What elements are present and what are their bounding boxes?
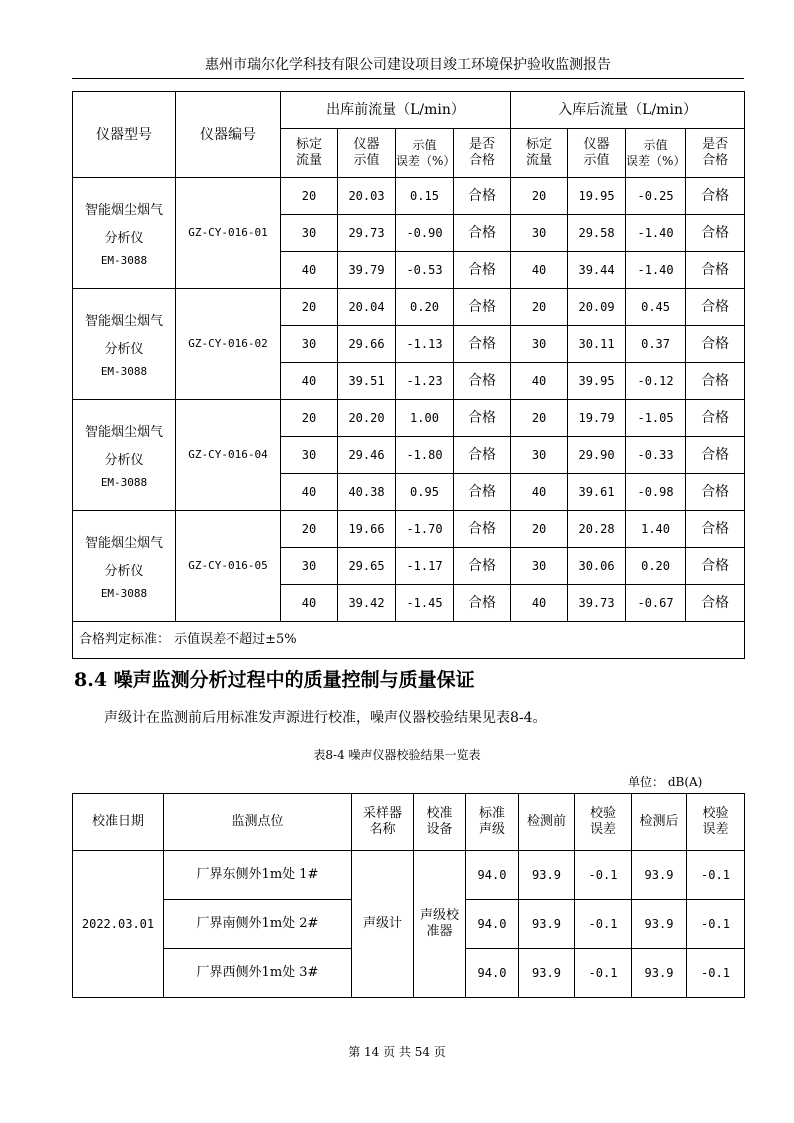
table-cell: -0.98 bbox=[626, 474, 686, 511]
table-cell: 合格 bbox=[686, 585, 745, 622]
table-cell: 20.03 bbox=[338, 178, 396, 215]
table-cell: 40 bbox=[511, 585, 568, 622]
table-row bbox=[73, 400, 745, 437]
table-cell: -0.1 bbox=[575, 900, 632, 949]
instrument-code-cell: GZ-CY-016-01 bbox=[176, 178, 281, 289]
table-cell: 93.9 bbox=[519, 851, 575, 900]
header-cell: 标准 声级 bbox=[466, 794, 519, 851]
table-cell: -0.25 bbox=[626, 178, 686, 215]
table-cell: 30 bbox=[511, 548, 568, 585]
point-cell: 厂界东侧外1m处 1# bbox=[164, 851, 352, 900]
subheader-cell: 标定 流量 bbox=[511, 129, 568, 178]
table-cell: 39.79 bbox=[338, 252, 396, 289]
table-cell: 30 bbox=[281, 326, 338, 363]
table-cell: 40 bbox=[511, 252, 568, 289]
table-cell: 29.65 bbox=[338, 548, 396, 585]
table-cell: 93.9 bbox=[519, 949, 575, 998]
table-cell: 29.73 bbox=[338, 215, 396, 252]
table-cell: -0.1 bbox=[575, 949, 632, 998]
subheader-cell: 示值 误差（%） bbox=[396, 129, 454, 178]
header-cell: 校准日期 bbox=[73, 794, 164, 851]
table-cell: -1.70 bbox=[396, 511, 454, 548]
instrument-model-cell: 智能烟尘烟气 分析仪 EM-3088 bbox=[73, 400, 176, 511]
table-cell: 合格 bbox=[454, 511, 511, 548]
sampler-cell: 声级计 bbox=[352, 851, 414, 998]
table-cell: 合格 bbox=[686, 363, 745, 400]
table-cell: 40 bbox=[511, 474, 568, 511]
table-cell: 合格 bbox=[686, 400, 745, 437]
section-paragraph: 声级计在监测前后用标准发声源进行校准，噪声仪器校验结果见表8-4。 bbox=[104, 710, 547, 726]
table-cell: 1.00 bbox=[396, 400, 454, 437]
table-cell: 合格 bbox=[454, 585, 511, 622]
table-cell: 20 bbox=[511, 178, 568, 215]
table-cell: 20.04 bbox=[338, 289, 396, 326]
noise-calibration-table bbox=[72, 793, 745, 998]
section-title: 8.4 噪声监测分析过程中的质量控制与质量保证 bbox=[74, 669, 475, 691]
header-cell: 出库前流量（L/min） bbox=[281, 92, 511, 129]
table-cell: 合格 bbox=[686, 437, 745, 474]
table-cell: 合格 bbox=[454, 252, 511, 289]
subheader-cell: 是否 合格 bbox=[686, 129, 745, 178]
subheader-cell: 示值 误差（%） bbox=[626, 129, 686, 178]
header-rule bbox=[72, 78, 744, 79]
table-cell: 合格 bbox=[686, 252, 745, 289]
table-cell: 合格 bbox=[454, 289, 511, 326]
table-cell: 合格 bbox=[454, 437, 511, 474]
table-cell: 20 bbox=[281, 289, 338, 326]
table-cell: 19.95 bbox=[568, 178, 626, 215]
table-cell: 40.38 bbox=[338, 474, 396, 511]
table-cell: 0.20 bbox=[396, 289, 454, 326]
table-cell: 合格 bbox=[454, 326, 511, 363]
header-cell: 采样器 名称 bbox=[352, 794, 414, 851]
table-cell: 30 bbox=[511, 326, 568, 363]
instrument-model-cell: 智能烟尘烟气 分析仪 EM-3088 bbox=[73, 289, 176, 400]
date-cell: 2022.03.01 bbox=[73, 851, 164, 998]
header-cell: 检测后 bbox=[632, 794, 687, 851]
table-cell: 1.40 bbox=[626, 511, 686, 548]
table-cell: 19.66 bbox=[338, 511, 396, 548]
table-cell: 合格 bbox=[686, 511, 745, 548]
subheader-cell: 仪器 示值 bbox=[338, 129, 396, 178]
table-cell: 39.51 bbox=[338, 363, 396, 400]
table-cell: 29.58 bbox=[568, 215, 626, 252]
point-cell: 厂界西侧外1m处 3# bbox=[164, 949, 352, 998]
table-cell: -1.40 bbox=[626, 215, 686, 252]
table-cell: 合格 bbox=[686, 548, 745, 585]
table-cell: 0.95 bbox=[396, 474, 454, 511]
table-cell: -1.05 bbox=[626, 400, 686, 437]
subheader-cell: 标定 流量 bbox=[281, 129, 338, 178]
header-cell: 校验 误差 bbox=[687, 794, 745, 851]
table-cell: 30.11 bbox=[568, 326, 626, 363]
page-footer: 第 14 页 共 54 页 bbox=[348, 1045, 446, 1059]
table-cell: -1.17 bbox=[396, 548, 454, 585]
instrument-code-cell: GZ-CY-016-04 bbox=[176, 400, 281, 511]
table-cell: 合格 bbox=[686, 215, 745, 252]
table-cell: 93.9 bbox=[632, 900, 687, 949]
table-cell: 0.20 bbox=[626, 548, 686, 585]
table-cell: -1.13 bbox=[396, 326, 454, 363]
table-cell: 合格 bbox=[686, 474, 745, 511]
criterion-cell: 合格判定标准： 示值误差不超过±5% bbox=[73, 622, 745, 659]
table-cell: 合格 bbox=[454, 474, 511, 511]
table-cell: 20.28 bbox=[568, 511, 626, 548]
header-cell: 仪器型号 bbox=[73, 92, 176, 178]
table-cell: 39.95 bbox=[568, 363, 626, 400]
flow-calibration-table bbox=[72, 91, 745, 659]
table-cell: 39.61 bbox=[568, 474, 626, 511]
table-cell: 合格 bbox=[454, 215, 511, 252]
table-cell: 20 bbox=[281, 400, 338, 437]
table-cell: 0.45 bbox=[626, 289, 686, 326]
table-cell: 30 bbox=[511, 437, 568, 474]
table-cell: -0.1 bbox=[687, 900, 745, 949]
header-cell: 校准 设备 bbox=[414, 794, 466, 851]
table-cell: 合格 bbox=[454, 400, 511, 437]
table-row bbox=[73, 851, 745, 900]
table-cell: 20.20 bbox=[338, 400, 396, 437]
table-cell: 30 bbox=[281, 437, 338, 474]
header-cell: 校验 误差 bbox=[575, 794, 632, 851]
table-cell: 39.73 bbox=[568, 585, 626, 622]
table-cell: 20 bbox=[511, 400, 568, 437]
table-cell: 20 bbox=[281, 511, 338, 548]
table-cell: 合格 bbox=[454, 548, 511, 585]
table-cell: 20 bbox=[511, 289, 568, 326]
table-cell: -1.40 bbox=[626, 252, 686, 289]
report-header: 惠州市瑞尔化学科技有限公司建设项目竣工环境保护验收监测报告 bbox=[205, 57, 611, 73]
table-cell: 合格 bbox=[686, 326, 745, 363]
table-cell: 30 bbox=[511, 215, 568, 252]
device-cell: 声级校 准器 bbox=[414, 851, 466, 998]
table-cell: -1.80 bbox=[396, 437, 454, 474]
table-cell: -0.1 bbox=[687, 949, 745, 998]
table-cell: 40 bbox=[281, 474, 338, 511]
subheader-cell: 是否 合格 bbox=[454, 129, 511, 178]
header-cell: 监测点位 bbox=[164, 794, 352, 851]
point-cell: 厂界南侧外1m处 2# bbox=[164, 900, 352, 949]
table-cell: -0.1 bbox=[687, 851, 745, 900]
table-cell: 93.9 bbox=[632, 851, 687, 900]
table-cell: 29.66 bbox=[338, 326, 396, 363]
table-caption: 表8-4 噪声仪器校验结果一览表 bbox=[313, 748, 481, 762]
table-cell: 20 bbox=[511, 511, 568, 548]
table-cell: 39.42 bbox=[338, 585, 396, 622]
table-cell: 合格 bbox=[454, 178, 511, 215]
table-row bbox=[73, 289, 745, 326]
header-cell: 入库后流量（L/min） bbox=[511, 92, 745, 129]
table-cell: 93.9 bbox=[519, 900, 575, 949]
table-cell: 94.0 bbox=[466, 949, 519, 998]
subheader-cell: 仪器 示值 bbox=[568, 129, 626, 178]
table-cell: 30 bbox=[281, 548, 338, 585]
table-cell: -0.53 bbox=[396, 252, 454, 289]
table-cell: -0.67 bbox=[626, 585, 686, 622]
unit-label: 单位： dB(A) bbox=[628, 775, 703, 789]
instrument-model-cell: 智能烟尘烟气 分析仪 EM-3088 bbox=[73, 511, 176, 622]
instrument-code-cell: GZ-CY-016-02 bbox=[176, 289, 281, 400]
table-row bbox=[73, 511, 745, 548]
table-cell: 40 bbox=[281, 252, 338, 289]
table-cell: 0.37 bbox=[626, 326, 686, 363]
table-cell: 29.46 bbox=[338, 437, 396, 474]
header-cell: 检测前 bbox=[519, 794, 575, 851]
table-cell: 30.06 bbox=[568, 548, 626, 585]
table-cell: -0.33 bbox=[626, 437, 686, 474]
table-cell: 0.15 bbox=[396, 178, 454, 215]
table-cell: 合格 bbox=[454, 363, 511, 400]
table-cell: 40 bbox=[281, 363, 338, 400]
instrument-model-cell: 智能烟尘烟气 分析仪 EM-3088 bbox=[73, 178, 176, 289]
table-cell: 93.9 bbox=[632, 949, 687, 998]
table-cell: -1.23 bbox=[396, 363, 454, 400]
table-cell: 94.0 bbox=[466, 900, 519, 949]
table-cell: 合格 bbox=[686, 289, 745, 326]
table-cell: 30 bbox=[281, 215, 338, 252]
instrument-code-cell: GZ-CY-016-05 bbox=[176, 511, 281, 622]
table-cell: 40 bbox=[511, 363, 568, 400]
table-cell: 94.0 bbox=[466, 851, 519, 900]
table-cell: -1.45 bbox=[396, 585, 454, 622]
header-cell: 仪器编号 bbox=[176, 92, 281, 178]
table-cell: -0.12 bbox=[626, 363, 686, 400]
table-cell: -0.1 bbox=[575, 851, 632, 900]
table-cell: 合格 bbox=[686, 178, 745, 215]
table-row bbox=[73, 178, 745, 215]
table-cell: -0.90 bbox=[396, 215, 454, 252]
table-cell: 20 bbox=[281, 178, 338, 215]
table-cell: 20.09 bbox=[568, 289, 626, 326]
table-cell: 39.44 bbox=[568, 252, 626, 289]
table-cell: 40 bbox=[281, 585, 338, 622]
table-cell: 29.90 bbox=[568, 437, 626, 474]
table-cell: 19.79 bbox=[568, 400, 626, 437]
